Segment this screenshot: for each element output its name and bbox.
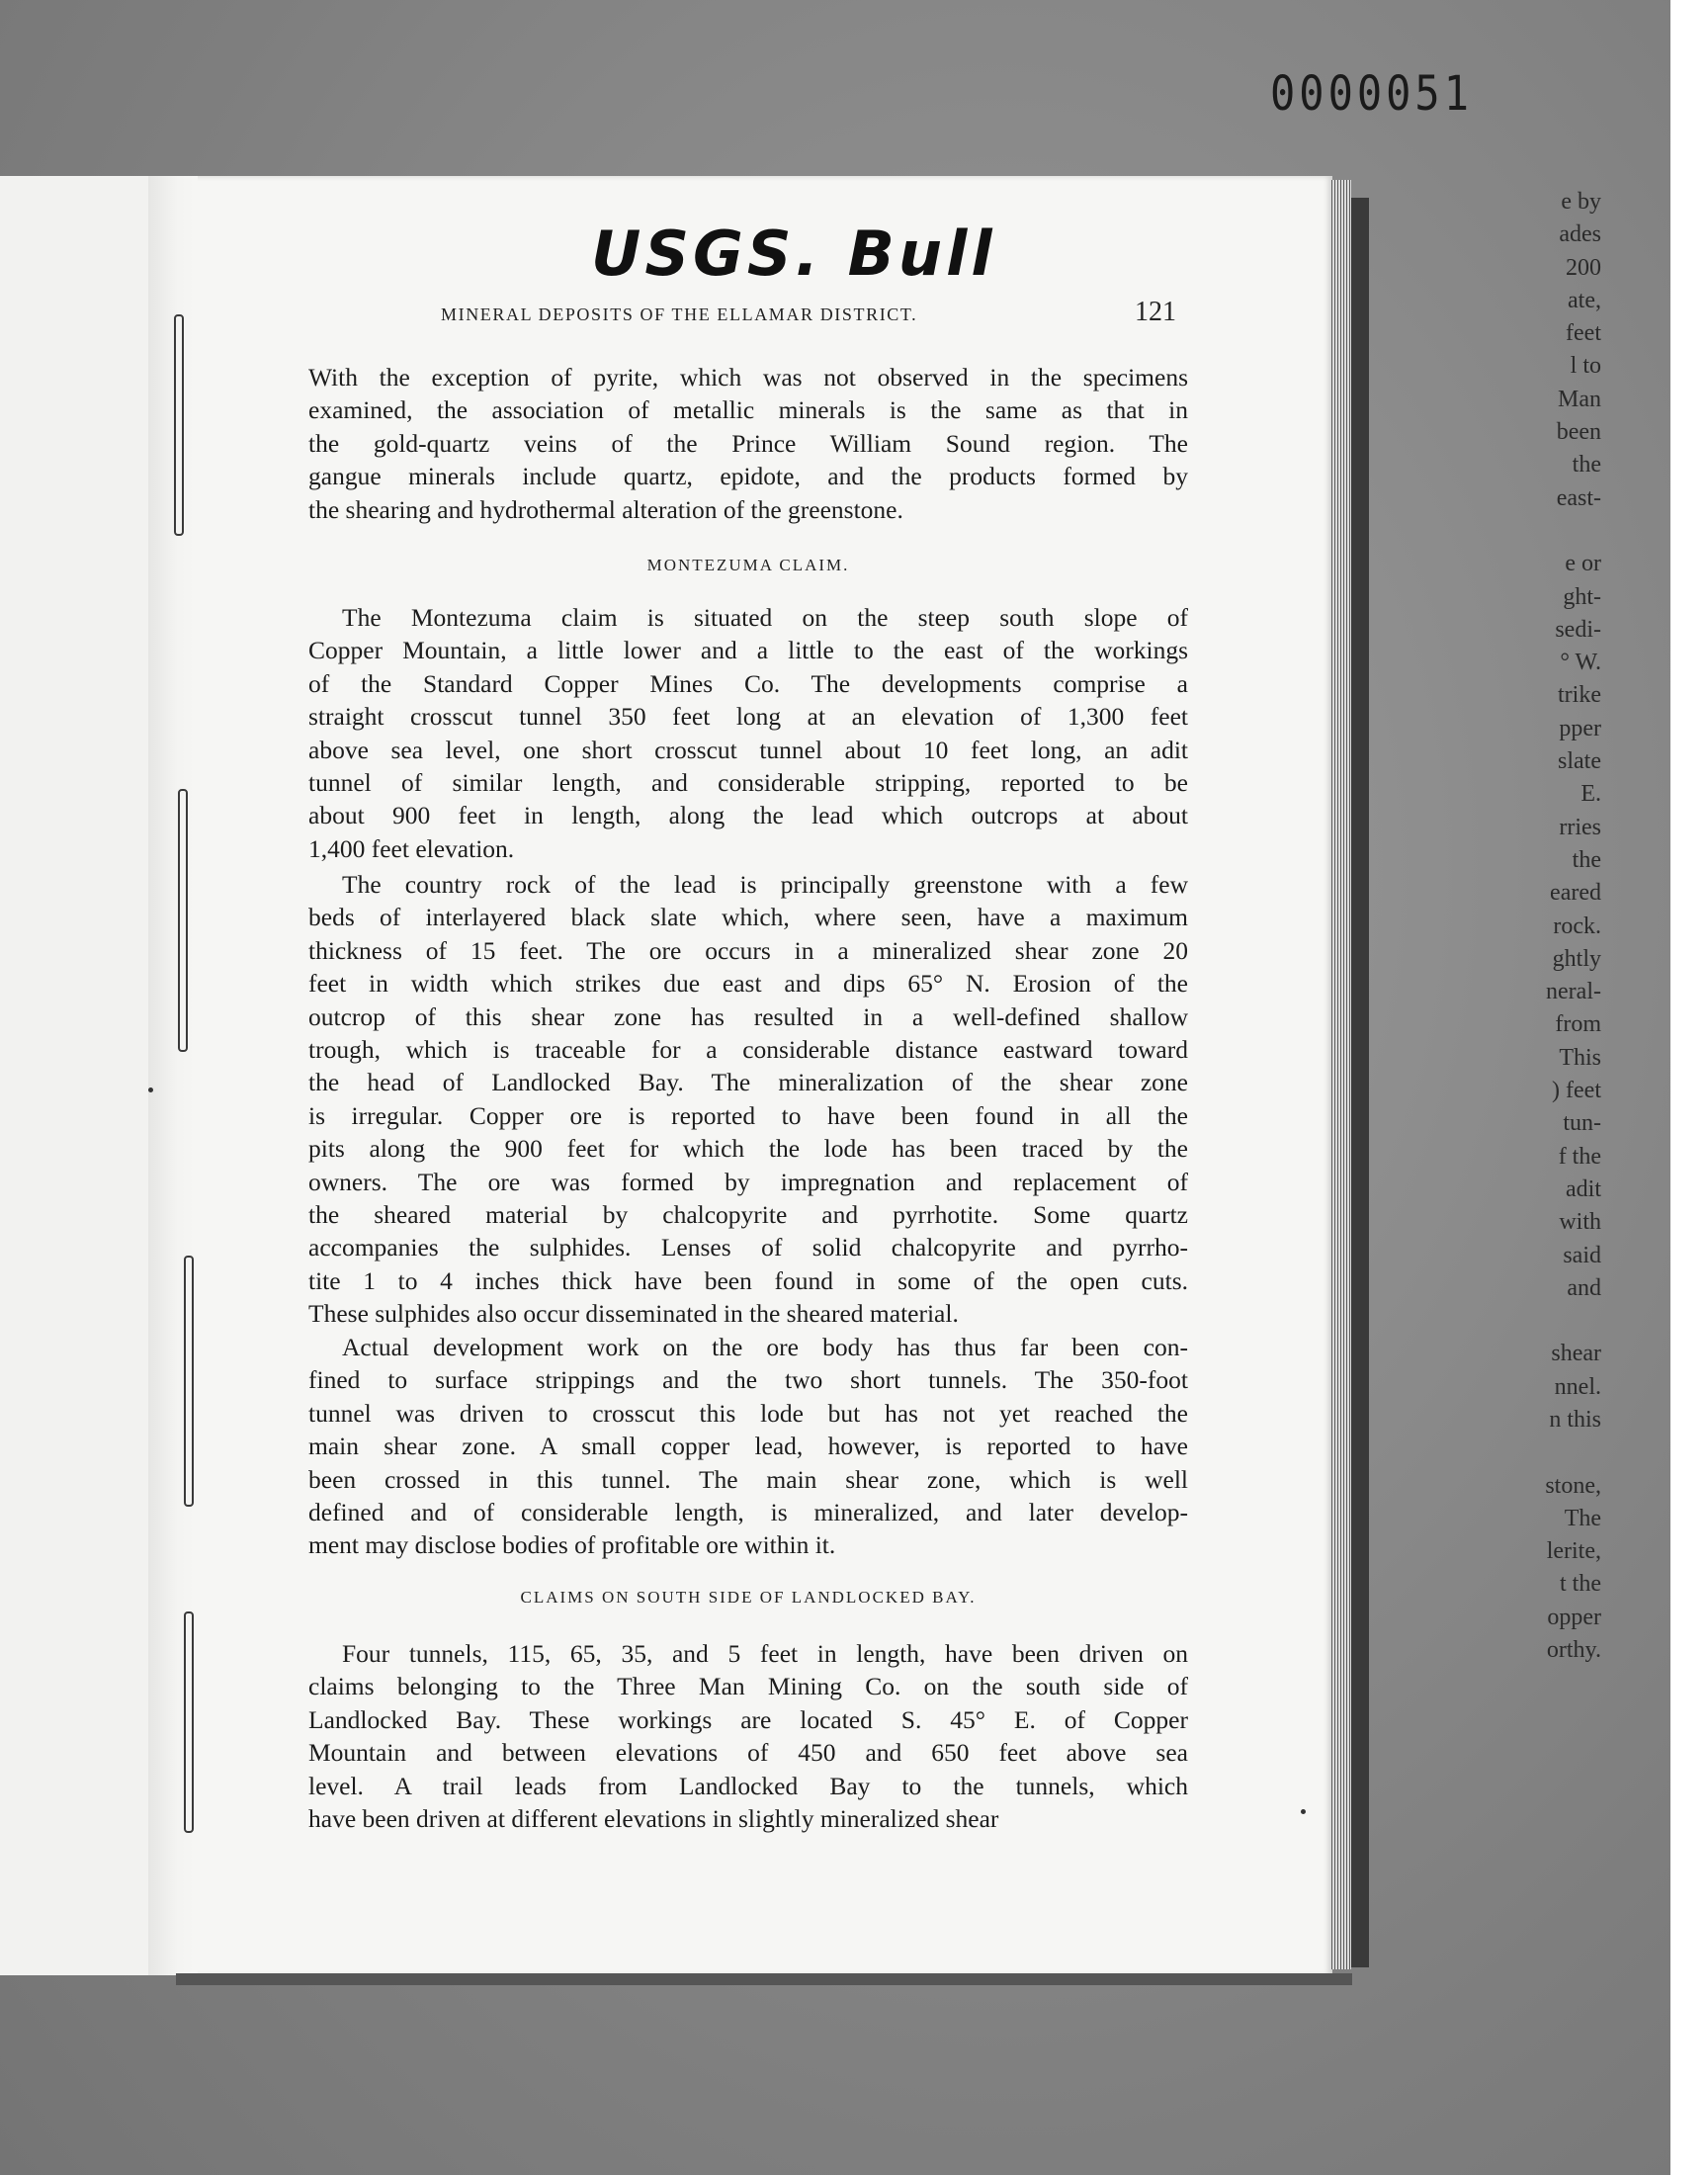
left-page-line: neral- <box>1546 979 1601 1005</box>
left-page-line: the <box>1572 846 1601 873</box>
text-line: gangue minerals include quartz, epidote, and the products formed by <box>308 462 1188 491</box>
text-line: 1,400 feet elevation. <box>308 833 515 863</box>
left-page-line: ghtly <box>1552 945 1601 972</box>
text-line: fined to surface strippings and the two short tunnels. The 350-foot <box>308 1365 1188 1395</box>
left-page-line: ght- <box>1563 583 1601 610</box>
left-page-text <box>1532 186 1708 1667</box>
left-page-line: adit <box>1566 1175 1601 1202</box>
section-heading-landlocked-bay: CLAIMS ON SOUTH SIDE OF LANDLOCKED BAY. <box>520 1588 977 1607</box>
text-line: tunnel was driven to crosscut this lode but has not yet reached the <box>308 1398 1188 1428</box>
text-line: The Montezuma claim is situated on the steep south slope of <box>342 603 1188 632</box>
page-bottom-shadow <box>176 1973 1352 1985</box>
left-page-line: rries <box>1559 814 1601 840</box>
text-line: Copper Mountain, a little lower and a little to the east of the workings <box>308 636 1188 665</box>
text-line: Actual development work on the ore body has thus far been con- <box>342 1333 1188 1361</box>
left-page-line: eared <box>1550 880 1601 907</box>
binding-mark <box>174 314 184 536</box>
left-page-line: ate, <box>1568 287 1601 313</box>
text-line: been crossed in this tunnel. The main shear zone, which is well <box>308 1464 1188 1494</box>
left-page-line: E. <box>1580 781 1601 808</box>
left-page-line: and <box>1567 1274 1601 1301</box>
left-page-line: stone, <box>1545 1472 1601 1499</box>
text-line: The country rock of the lead is principally greenstone with a few <box>342 870 1188 899</box>
left-page-line: rock. <box>1553 913 1601 939</box>
left-page-line: lerite, <box>1546 1538 1601 1565</box>
left-page-line: n this <box>1549 1406 1601 1433</box>
text-line: tite 1 to 4 inches thick have been found in some of the open cuts. <box>308 1265 1188 1295</box>
text-line: thickness of 15 feet. The ore occurs in a mineralized shear zone 20 <box>308 935 1188 965</box>
text-line: the shearing and hydrothermal alteration of the greenstone. <box>308 494 903 524</box>
left-page-line: e by <box>1561 189 1601 215</box>
text-line: is irregular. Copper ore is reported to have been found in all the <box>308 1100 1188 1130</box>
text-line: owners. The ore was formed by impregnation and replacement of <box>308 1167 1188 1196</box>
text-line: outcrop of this shear zone has resulted in a well-defined shallow <box>308 1001 1188 1031</box>
left-page-line <box>1532 1436 1708 1469</box>
page-number: 121 <box>1135 297 1176 327</box>
intro-paragraph <box>308 361 1188 526</box>
paragraph-country-rock <box>308 868 1188 1331</box>
left-page-line: Man <box>1558 386 1601 412</box>
left-page-line: slate <box>1558 748 1601 775</box>
binding-mark <box>178 789 188 1052</box>
paragraph-development <box>308 1331 1188 1562</box>
left-page-line: from <box>1555 1011 1601 1038</box>
catalog-number: 0000051 <box>1270 65 1474 122</box>
left-page-line: sedi- <box>1555 616 1601 643</box>
stray-dot <box>1301 1809 1306 1814</box>
left-page-line <box>1532 515 1708 548</box>
left-page-line: east- <box>1556 484 1601 511</box>
text-line: Mountain and between elevations of 450 and 650 feet above sea <box>308 1738 1188 1768</box>
text-line: beds of interlayered black slate which, where seen, have a maximum <box>308 903 1188 932</box>
text-line: defined and of considerable length, is mineralized, and later develop- <box>308 1498 1188 1527</box>
left-page-line: feet <box>1566 320 1601 347</box>
running-head: MINERAL DEPOSITS OF THE ELLAMAR DISTRICT. <box>441 304 918 324</box>
paragraph-montezuma-location <box>308 601 1188 865</box>
binding-mark <box>184 1611 194 1833</box>
page-shadow <box>1351 198 1369 1967</box>
text-line: examined, the association of metallic minerals is the same as that in <box>308 395 1188 425</box>
text-line: of the Standard Copper Mines Co. The developments comprise a <box>308 668 1188 698</box>
paragraph-landlocked-bay <box>308 1637 1188 1835</box>
left-page-line: the <box>1572 452 1601 478</box>
left-page-line: ° W. <box>1560 650 1601 676</box>
text-line: main shear zone. A small copper lead, however, is reported to have <box>308 1432 1188 1461</box>
section-heading-montezuma: MONTEZUMA CLAIM. <box>646 556 850 574</box>
text-line: Four tunnels, 115, 65, 35, and 5 feet in length, have been driven on <box>342 1639 1188 1668</box>
left-page-line: been <box>1556 419 1601 446</box>
left-page-line: This <box>1559 1044 1601 1071</box>
binding-mark <box>184 1256 194 1507</box>
text-line: claims belonging to the Three Man Mining Co. on the south side of <box>308 1672 1188 1701</box>
text-line: With the exception of pyrite, which was not observed in the specimens <box>308 363 1188 392</box>
text-line: Landlocked Bay. These workings are located S. 45° E. of Copper <box>308 1704 1188 1734</box>
text-line: the sheared material by chalcopyrite and pyrrhotite. Some quartz <box>308 1200 1188 1230</box>
left-page-line: 200 <box>1566 254 1601 281</box>
left-page-line: f the <box>1558 1143 1601 1170</box>
left-page-line: ades <box>1559 221 1601 248</box>
text-line: feet in width which strikes due east and dips 65° N. Erosion of the <box>308 969 1188 999</box>
left-page-line: nnel. <box>1554 1373 1601 1400</box>
left-page-line: l to <box>1570 353 1601 380</box>
left-page-line: The <box>1564 1505 1601 1531</box>
text-line: These sulphides also occur disseminated in the sheared material. <box>308 1299 959 1329</box>
left-page-line: t the <box>1560 1571 1601 1598</box>
left-page-line: shear <box>1551 1341 1601 1367</box>
text-line: above sea level, one short crosscut tunnel about 10 feet long, an adit <box>308 735 1188 764</box>
left-page-line: tun- <box>1563 1110 1601 1137</box>
page-stack-edge <box>1329 180 1351 1969</box>
left-page-line: opper <box>1547 1604 1601 1630</box>
left-page-line: ) feet <box>1552 1078 1601 1104</box>
text-line: accompanies the sulphides. Lenses of solid chalcopyrite and pyrrho- <box>308 1233 1188 1262</box>
left-page-line: said <box>1563 1242 1601 1268</box>
text-line: the head of Landlocked Bay. The mineralization of the shear zone <box>308 1068 1188 1097</box>
left-page-line: trike <box>1558 682 1601 709</box>
text-line: pits along the 900 feet for which the lode has been traced by the <box>308 1134 1188 1164</box>
handwritten-note: USGS. Bull <box>591 218 996 290</box>
left-page-line <box>1532 1305 1708 1338</box>
text-line: straight crosscut tunnel 350 feet long at an elevation of 1,300 feet <box>308 702 1188 732</box>
left-page-line: e or <box>1565 551 1601 577</box>
text-line: about 900 feet in length, along the lead which outcrops at about <box>308 801 1188 830</box>
text-line: level. A trail leads from Landlocked Bay to the tunnels, which <box>308 1771 1188 1800</box>
text-line: tunnel of similar length, and considerable stripping, reported to be <box>308 768 1188 798</box>
left-page-line: orthy. <box>1546 1637 1601 1664</box>
text-line: ment may disclose bodies of profitable ore within it. <box>308 1530 836 1560</box>
stray-dot <box>148 1088 153 1092</box>
text-line: have been driven at different elevations in slightly mineralized shear <box>308 1804 999 1834</box>
left-page-line: with <box>1559 1209 1601 1236</box>
left-page-line: pper <box>1559 715 1601 741</box>
text-line: trough, which is traceable for a considerable distance eastward toward <box>308 1035 1188 1065</box>
text-line: the gold-quartz veins of the Prince William Sound region. The <box>308 428 1188 458</box>
